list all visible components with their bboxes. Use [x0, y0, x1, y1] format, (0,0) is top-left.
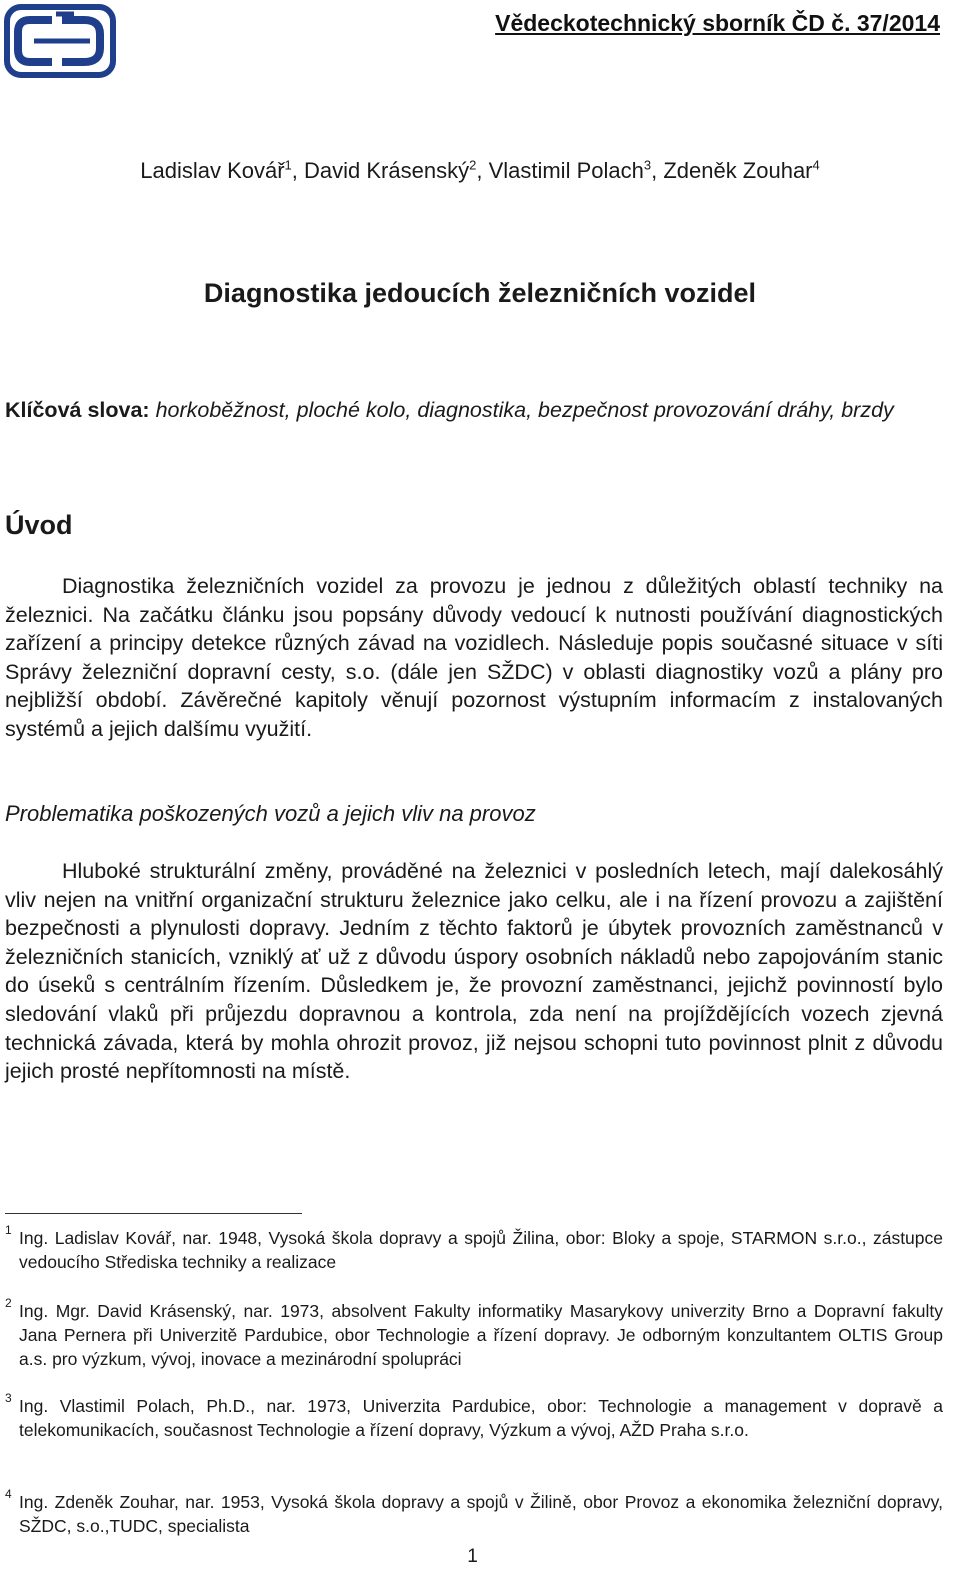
- keywords-label: Klíčová slova:: [5, 398, 150, 422]
- author-list: [0, 158, 960, 184]
- footnote-text: Ing. Mgr. David Krásenský, nar. 1973, absolvent Fakulty informatiky Masarykovy univerzity Brno a Dopravní fakulty Jana Pernera při Univerzitě Pardubice, obor Technologie a řízení dopravy. Je odborným konzultantem OLTIS Group a.s. pro výzkum, vývoj, inovace a mezinárodní spolupráci: [19, 1301, 943, 1369]
- article-title: Diagnostika jedoucích železničních vozidel: [203, 278, 757, 308]
- author-ref: 1: [284, 157, 292, 173]
- author-ref: 3: [643, 157, 652, 173]
- author-ref: 4: [812, 157, 820, 173]
- problems-paragraph: Hluboké strukturální změny, prováděné na železnici v posledních letech, mají dalekosáhlý vliv nejen na vnitřní organizační strukturu železnice jako celku, ale i na řízení provozu a zajištění bezpečnosti a plynulosti dopravy. Jedním z těchto faktorů je úbytek provozních zaměstnanců v železničních stanicích, vzniklý ať už z důvodu úspory osobních nákladů nebo zapojováním stanic do úseků s centrálním řízením. Důsledkem je, že provozní zaměstnanci, jejichž povinností bylo sledování vlaků při průjezdu dopravnou a kontrola, zda není na projíždějících vozech zjevná technická závada, která by mohla ohrozit provoz, již nejsou schopni tuto povinnost plnit z důvodu jejich prosté nepřítomnosti na místě.: [5, 859, 943, 1084]
- author-ref: 2: [469, 157, 477, 173]
- footnote-text: Ing. Ladislav Kovář, nar. 1948, Vysoká škola dopravy a spojů Žilina, obor: Bloky a spoje, STARMON s.r.o., zástupce vedoucího Střediska techniky a realizace: [19, 1228, 943, 1272]
- footnote-number: 1: [5, 1223, 12, 1237]
- journal-title: Vědeckotechnický sborník ČD č. 37/2014: [495, 10, 940, 36]
- footnote-number: 3: [5, 1391, 12, 1405]
- intro-paragraph: Diagnostika železničních vozidel za provozu je jednou z důležitých oblastí techniky na železnici. Na začátku článku jsou popsány důvody vedoucí k nutnosti používání diagnostických zařízení a principy detekce různých závad na vozidlech. Následuje popis současné situace v síti Správy železniční dopravní cesty, s.o. (dále jen SŽDC) v oblasti diagnostiky vozů a plány pro nejbližší období. Závěrečné kapitoly věnují pozornost výstupním informacím z instalovaných systémů a jejich dalšímu využití.: [5, 574, 943, 741]
- footnote-number: 2: [5, 1296, 12, 1310]
- footnote: [5, 1296, 943, 1371]
- section-heading-intro: Úvod: [5, 510, 73, 540]
- cd-logo-icon: [4, 4, 116, 78]
- author: Ladislav Kovář$^1$,: [140, 157, 305, 183]
- footnote-number: 4: [5, 1487, 12, 1501]
- section-heading-problems: Problematika poškozených vozů a jejich vliv na provoz: [5, 801, 536, 826]
- keywords-text: horkoběžnost, ploché kolo, diagnostika, bezpečnost provozování dráhy, brzdy: [149, 398, 894, 422]
- footnote-divider: [5, 1213, 302, 1214]
- author: David Krásenský$^2$,: [304, 157, 489, 183]
- footnote-text: Ing. Zdeněk Zouhar, nar. 1953, Vysoká škola dopravy a spojů v Žilině, obor Provoz a ekonomika železniční dopravy, SŽDC, s.o.,TUDC, specialista: [19, 1492, 943, 1536]
- author: Vlastimil Polach$^3$,: [488, 157, 664, 183]
- footnote: [5, 1487, 943, 1538]
- footnote: [5, 1391, 943, 1442]
- page-number: 1: [467, 1546, 478, 1567]
- footnote-text: Ing. Vlastimil Polach, Ph.D., nar. 1973, Univerzita Pardubice, obor: Technologie a management v dopravě a telekomunikacích, současnost Technologie a řízení dopravy, Výzkum a vývoj, AŽD Praha s.r.o.: [19, 1396, 943, 1440]
- footnote: [5, 1223, 943, 1274]
- author: Zdeněk Zouhar$^4$: [663, 157, 820, 183]
- keywords: [5, 396, 943, 425]
